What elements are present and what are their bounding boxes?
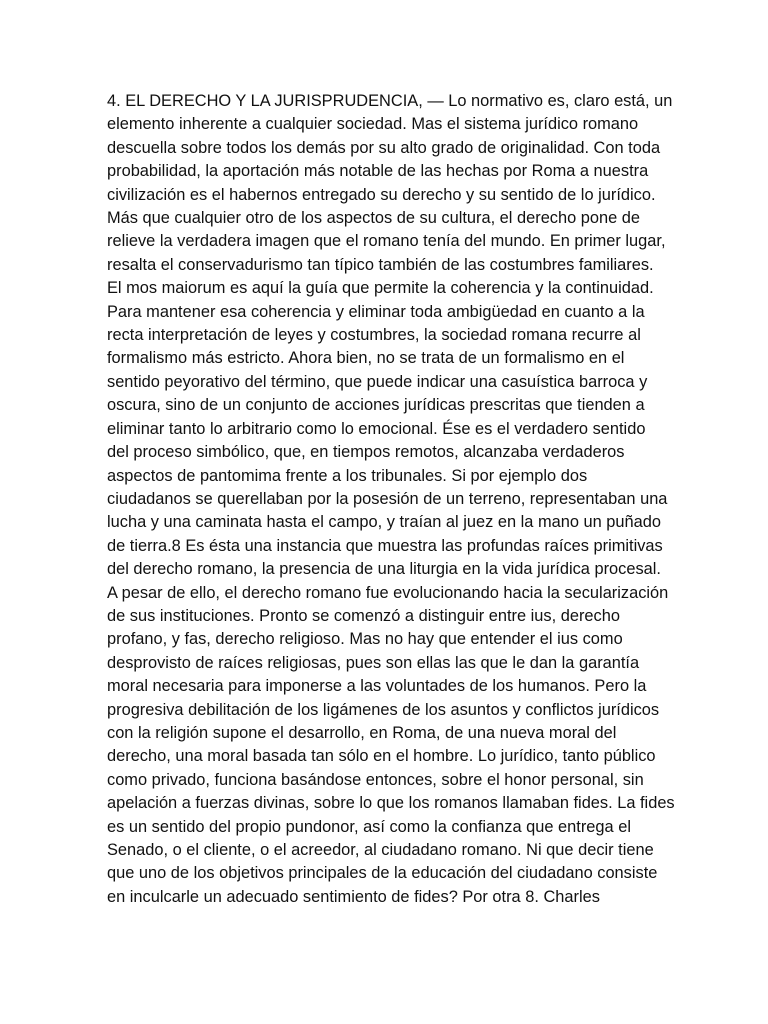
text-line: resalta el conservadurismo tan típico también de las costumbres familiares.	[107, 255, 654, 274]
text-line: descuella sobre todos los demás por su alto grado de originalidad. Con toda	[107, 138, 661, 157]
text-line: derecho, una moral basada tan sólo en el hombre. Lo jurídico, tanto público	[107, 747, 656, 766]
text-line: desprovisto de raíces religiosas, pues son ellas las que le dan la garantía	[107, 653, 640, 672]
text-line: relieve la verdadera imagen que el romano tenía del mundo. En primer lugar,	[107, 232, 666, 251]
text-line: lucha y una caminata hasta el campo, y traían al juez en la mano un puñado	[107, 513, 661, 532]
text-line: oscura, sino de un conjunto de acciones jurídicas prescritas que tienden a	[107, 396, 645, 415]
text-line: elemento inherente a cualquier sociedad. Mas el sistema jurídico romano	[107, 115, 639, 134]
text-line: en inculcarle un adecuado sentimiento de fides? Por otra 8. Charles	[107, 887, 600, 906]
text-line: es un sentido del propio pundonor, así como la confianza que entrega el	[107, 817, 631, 836]
text-line: civilización es el habernos entregado su derecho y su sentido de lo jurídico.	[107, 185, 656, 204]
text-line: El mos maiorum es aquí la guía que permite la coherencia y la continuidad.	[107, 279, 654, 298]
text-line: recta interpretación de leyes y costumbres, la sociedad romana recurre al	[107, 326, 641, 345]
text-line: de tierra.8 Es ésta una instancia que muestra las profundas raíces primitivas	[107, 536, 663, 555]
text-line: de sus instituciones. Pronto se comenzó a distinguir entre ius, derecho	[107, 606, 620, 625]
text-line: profano, y fas, derecho religioso. Mas no hay que entender el ius como	[107, 630, 623, 649]
text-line: que uno de los objetivos principales de la educación del ciudadano consiste	[107, 864, 658, 883]
text-line: sentido peyorativo del término, que puede indicar una casuística barroca y	[107, 372, 648, 391]
text-line: aspectos de pantomima frente a los tribunales. Si por ejemplo dos	[107, 466, 588, 485]
text-line: eliminar tanto lo arbitrario como lo emocional. Ése es el verdadero sentido	[107, 419, 646, 438]
text-line: del derecho romano, la presencia de una liturgia en la vida jurídica procesal.	[107, 560, 661, 579]
text-line: progresiva debilitación de los ligámenes de los asuntos y conflictos jurídicos	[107, 700, 660, 719]
text-line: moral necesaria para imponerse a las voluntades de los humanos. Pero la	[107, 677, 647, 696]
text-line: apelación a fuerzas divinas, sobre lo que los romanos llamaban fides. La fides	[107, 794, 675, 813]
text-line: del proceso simbólico, que, en tiempos remotos, alcanzaba verdaderos	[107, 443, 625, 462]
text-line: A pesar de ello, el derecho romano fue evolucionando hacia la secularización	[107, 583, 669, 602]
text-line: formalismo más estricto. Ahora bien, no se trata de un formalismo en el	[107, 349, 625, 368]
body-paragraph	[107, 90, 707, 909]
text-line: Senado, o el cliente, o el acreedor, al ciudadano romano. Ni que decir tiene	[107, 841, 654, 859]
text-line: ciudadanos se querellaban por la posesión de un terreno, representaban una	[107, 489, 668, 508]
text-line: Más que cualquier otro de los aspectos de su cultura, el derecho pone de	[107, 209, 641, 228]
text-line: como privado, funciona basándose entonces, sobre el honor personal, sin	[107, 770, 644, 789]
text-line: Para mantener esa coherencia y eliminar toda ambigüedad en cuanto a la	[107, 302, 645, 321]
text-line: 4. EL DERECHO Y LA JURISPRUDENCIA, — Lo normativo es, claro está, un	[107, 92, 673, 110]
text-line: probabilidad, la aportación más notable de las hechas por Roma a nuestra	[107, 162, 649, 181]
text-line: con la religión supone el desarrollo, en Roma, de una nueva moral del	[107, 723, 617, 742]
